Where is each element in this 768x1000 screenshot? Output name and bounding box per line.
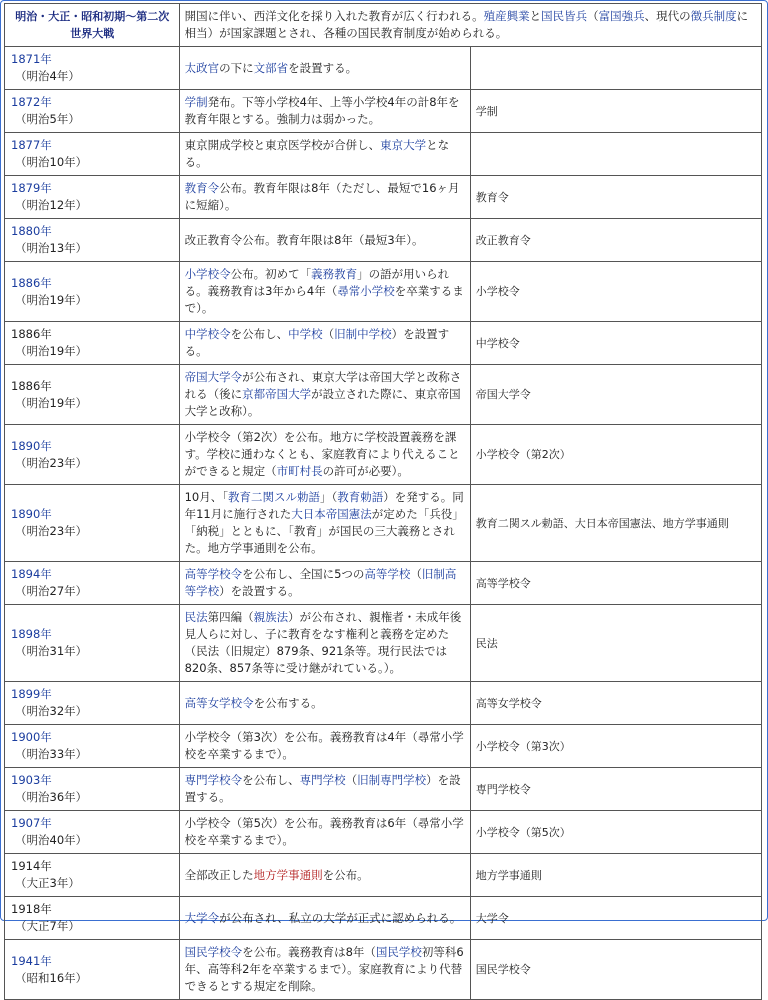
text-segment: （ [587,9,599,23]
table-row [5,725,762,768]
table-row [5,897,762,940]
text-segment: 発布。下等小学校4年、上等小学校4年の計8年を教育年限とする。強制力は弱かった。 [184,95,460,126]
law-name-cell: 中学校令 [470,322,761,365]
table-row [5,365,762,425]
law-name-cell: 教育令 [470,176,761,219]
term-link[interactable]: 東京大学 [380,138,427,152]
table-row [5,605,762,682]
year-cell [5,768,180,811]
year-cell [5,365,180,425]
event-description [179,725,470,768]
law-name-cell: 国民学校令 [470,940,761,1000]
event-description [179,322,470,365]
year-label[interactable]: 1898年 [11,627,52,641]
year-cell [5,262,180,322]
event-description [179,768,470,811]
table-row [5,133,762,176]
year-cell [5,425,180,485]
term-link[interactable]: 旧制中学校 [334,327,392,341]
term-link[interactable]: 高等女学校令 [184,695,254,710]
term-link[interactable]: 教育二関スル勅語 [227,490,320,504]
year-label[interactable]: 1880年 [11,224,52,238]
year-cell [5,811,180,854]
text-segment: （ [345,773,358,787]
event-description [179,219,470,262]
term-link[interactable]: 中学校令 [184,327,231,341]
law-name-cell: 小学校令 [470,262,761,322]
law-name-cell: 小学校令（第2次） [470,425,761,485]
term-link[interactable]: 殖産興業 [483,9,530,23]
text-segment: ）を設置する。 [184,773,461,804]
table-row [5,811,762,854]
event-description [179,176,470,219]
text-segment: の許可が必要）。 [322,464,409,478]
year-cell [5,485,180,562]
event-description [179,811,470,854]
text-segment: 公布。初めて「 [230,267,312,281]
text-segment: 10月、「 [184,490,228,504]
text-segment: 小学校令（第2次）を公布。地方に学校設置義務を課す。学校に通わなくとも、家庭教育により代えることができると規定（ [184,430,460,478]
text-segment: を公布し、 [242,773,300,787]
law-name-cell: 教育二関スル勅語、大日本帝国憲法、地方学事通則 [470,485,761,562]
year-label[interactable]: 1879年 [11,181,52,195]
year-label[interactable]: 1872年 [11,95,52,109]
text-segment: 初等科6年、高等科2年を卒業するまで）。家庭教育により代替できるとする規定を削除。 [184,945,464,993]
event-description [179,562,470,605]
education-history-table [4,3,762,1000]
event-description [179,897,470,940]
year-label[interactable]: 1903年 [11,773,52,787]
text-segment: 開国に伴い、西洋文化を採り入れた教育が広く行われる。 [184,9,484,23]
term-link[interactable]: 大日本帝国憲法 [291,507,372,521]
event-description [179,682,470,725]
japanese-era-label: （明治40年） [15,833,88,847]
term-link[interactable]: 小学校令 [184,267,231,281]
text-segment: を設置する。 [288,60,358,75]
text-segment: ）を発する。同年11月に施行された [184,490,464,521]
term-link[interactable]: 学制 [184,95,208,109]
japanese-era-label: （明治31年） [15,644,88,658]
text-segment: 小学校令（第3次）を公布。義務教育は4年（尋常小学校を卒業するまで）。 [184,730,464,761]
year-cell [5,682,180,725]
text-segment: 東京開成学校と東京医学校が合併し、 [184,138,381,152]
text-segment: 全部改正した [184,867,254,882]
term-link[interactable]: 太政官 [184,60,220,75]
text-segment: 公布。教育年限は8年（ただし、最短で16ヶ月に短縮）。 [184,181,460,212]
event-description [179,605,470,682]
year-cell [5,133,180,176]
text-segment: が公布され、東京大学は帝国大学と改称される（後に [184,370,462,401]
term-link[interactable]: 市町村長 [276,464,323,478]
law-name-cell: 改正教育令 [470,219,761,262]
text-segment: （ [322,327,335,341]
term-link[interactable]: 専門学校 [299,773,346,787]
term-link[interactable]: 帝国大学令 [184,370,243,384]
law-name-cell: 小学校令（第3次） [470,725,761,768]
law-name-cell [470,133,761,176]
era-heading: 明治・大正・昭和初期～第二次世界大戦 [5,4,180,47]
term-link[interactable]: 大学令 [184,910,220,925]
table-row [5,47,762,90]
year-label: 1914年 [11,859,52,873]
term-link[interactable]: 中学校 [288,327,323,341]
table-row [5,90,762,133]
text-segment: に相当）が国家課題とされ、各種の国民教育制度が始められる。 [184,9,749,40]
table-row [5,562,762,605]
year-label[interactable]: 1907年 [11,816,52,830]
text-segment: 、現代の [644,9,691,23]
text-segment: ）が公布され、親権者・未成年後見人らに対し、子に教育をなす権利と義務を定めた（民法（旧規定）879条、921条等。現行民法では820条、857条等に受け継がれている。）。 [184,610,462,675]
term-link[interactable]: 親族法 [253,610,289,624]
japanese-era-label: （大正3年） [15,876,80,890]
law-name-cell: 大学令 [470,897,761,940]
japanese-era-label: （明治36年） [15,790,88,804]
table-row [5,682,762,725]
text-segment: 第四編（ [207,610,254,624]
year-cell [5,322,180,365]
event-description [179,425,470,485]
text-segment: を公布する。 [253,695,323,710]
table-row [5,176,762,219]
year-label: 1886年 [11,327,52,341]
year-label[interactable]: 1941年 [11,953,52,968]
japanese-era-label: （明治12年） [15,198,88,212]
term-link[interactable]: 旧制高等学校 [184,567,457,598]
law-name-cell: 専門学校令 [470,768,761,811]
table-row [5,425,762,485]
term-link[interactable]: 国民皆兵 [541,9,588,23]
event-description [179,365,470,425]
event-description [179,90,470,133]
table-row [5,485,762,562]
law-name-cell: 高等学校令 [470,562,761,605]
term-link[interactable]: 京都帝国大学 [242,387,312,401]
year-cell [5,940,180,1000]
text-segment: を公布。 [322,867,369,882]
law-name-cell: 小学校令（第5次） [470,811,761,854]
japanese-era-label: （明治19年） [15,292,88,307]
term-link[interactable]: 教育勅語 [337,490,384,504]
table-row [5,262,762,322]
term-link[interactable]: 文部省 [253,60,289,75]
event-description [179,262,470,322]
law-name-cell: 学制 [470,90,761,133]
table-row [5,768,762,811]
text-segment: の下に [219,60,254,75]
japanese-era-label: （大正7年） [15,919,80,933]
event-description [179,133,470,176]
term-link[interactable]: 民法 [184,610,208,624]
table-row [5,219,762,262]
year-label[interactable]: 1871年 [11,52,52,66]
japanese-era-label: （昭和16年） [15,970,88,985]
header-row [5,4,762,47]
term-link[interactable]: 国民学校令 [184,945,243,959]
japanese-era-label: （明治23年） [15,455,88,470]
text-segment: を公布。義務教育は8年（ [242,945,376,959]
text-segment: を公布し、全国に5つの [242,567,365,581]
year-cell [5,47,180,90]
term-link[interactable]: 専門学校令 [184,773,243,787]
text-segment: が公布され、私立の大学が正式に認められる。 [219,910,462,925]
era-intro [179,4,761,47]
text-segment: が設立された際に、東京帝国大学と改称）。 [184,387,461,418]
event-description [179,485,470,562]
text-segment: ）を設置する。 [184,327,450,358]
text-segment: を卒業するまで）。 [184,284,464,315]
law-name-cell: 民法 [470,605,761,682]
event-description [179,854,470,897]
japanese-era-label: （明治5年） [15,112,80,126]
table-row [5,854,762,897]
year-label: 1918年 [11,902,52,916]
year-cell [5,176,180,219]
term-link[interactable]: 尋常小学校 [337,284,395,298]
year-cell [5,854,180,897]
text-segment: （ [410,567,422,581]
table-row [5,322,762,365]
law-name-cell [470,47,761,90]
year-label[interactable]: 1899年 [11,687,52,701]
event-description [179,940,470,1000]
text-segment: ）を設置する。 [219,584,300,598]
japanese-era-label: （明治27年） [15,584,88,598]
year-cell [5,219,180,262]
year-label[interactable]: 1890年 [11,507,52,521]
term-link[interactable]: 富国強兵 [598,9,645,23]
japanese-era-label: （明治33年） [15,747,88,761]
term-link[interactable]: 国民学校 [375,945,422,959]
text-segment: となる。 [184,138,450,169]
year-label[interactable]: 1886年 [11,275,52,290]
table-row [5,940,762,1000]
text-segment: を公布し、 [230,327,289,341]
term-link[interactable]: 地方学事通則 [253,867,323,882]
japanese-era-label: （明治10年） [15,155,88,169]
year-label[interactable]: 1877年 [11,138,52,152]
japanese-era-label: （明治32年） [15,704,88,718]
japanese-era-label: （明治19年） [15,344,88,358]
term-link[interactable]: 高等学校 [364,567,411,581]
term-link[interactable]: 義務教育 [311,267,358,281]
term-link[interactable]: 旧制専門学校 [357,773,427,787]
year-cell [5,605,180,682]
law-name-cell: 帝国大学令 [470,365,761,425]
year-cell [5,562,180,605]
text-segment: 小学校令（第5次）を公布。義務教育は6年（尋常小学校を卒業するまで）。 [184,816,464,847]
japanese-era-label: （明治4年） [15,69,80,83]
year-cell [5,725,180,768]
japanese-era-label: （明治19年） [15,395,88,410]
text-segment: 改正教育令公布。教育年限は8年（最短3年）。 [184,232,424,247]
year-label[interactable]: 1894年 [11,567,52,581]
event-description [179,47,470,90]
japanese-era-label: （明治13年） [15,241,88,255]
text-segment: 」（ [319,490,338,504]
year-label[interactable]: 1890年 [11,438,52,453]
term-link[interactable]: 徴兵制度 [690,9,737,23]
text-segment: 」の語が用いられる。義務教育は3年から4年（ [184,267,450,298]
text-segment: が定めた「兵役」「納税」とともに、「教育」が国民の三大義務とされた。地方学事通則を公布。 [184,507,464,555]
year-label: 1886年 [11,378,52,393]
year-cell [5,90,180,133]
law-name-cell: 地方学事通則 [470,854,761,897]
term-link[interactable]: 教育令 [184,181,220,195]
japanese-era-label: （明治23年） [15,524,88,538]
text-segment: と [529,9,542,23]
term-link[interactable]: 高等学校令 [184,567,243,581]
year-cell [5,897,180,940]
law-name-cell: 高等女学校令 [470,682,761,725]
year-label[interactable]: 1900年 [11,730,52,744]
